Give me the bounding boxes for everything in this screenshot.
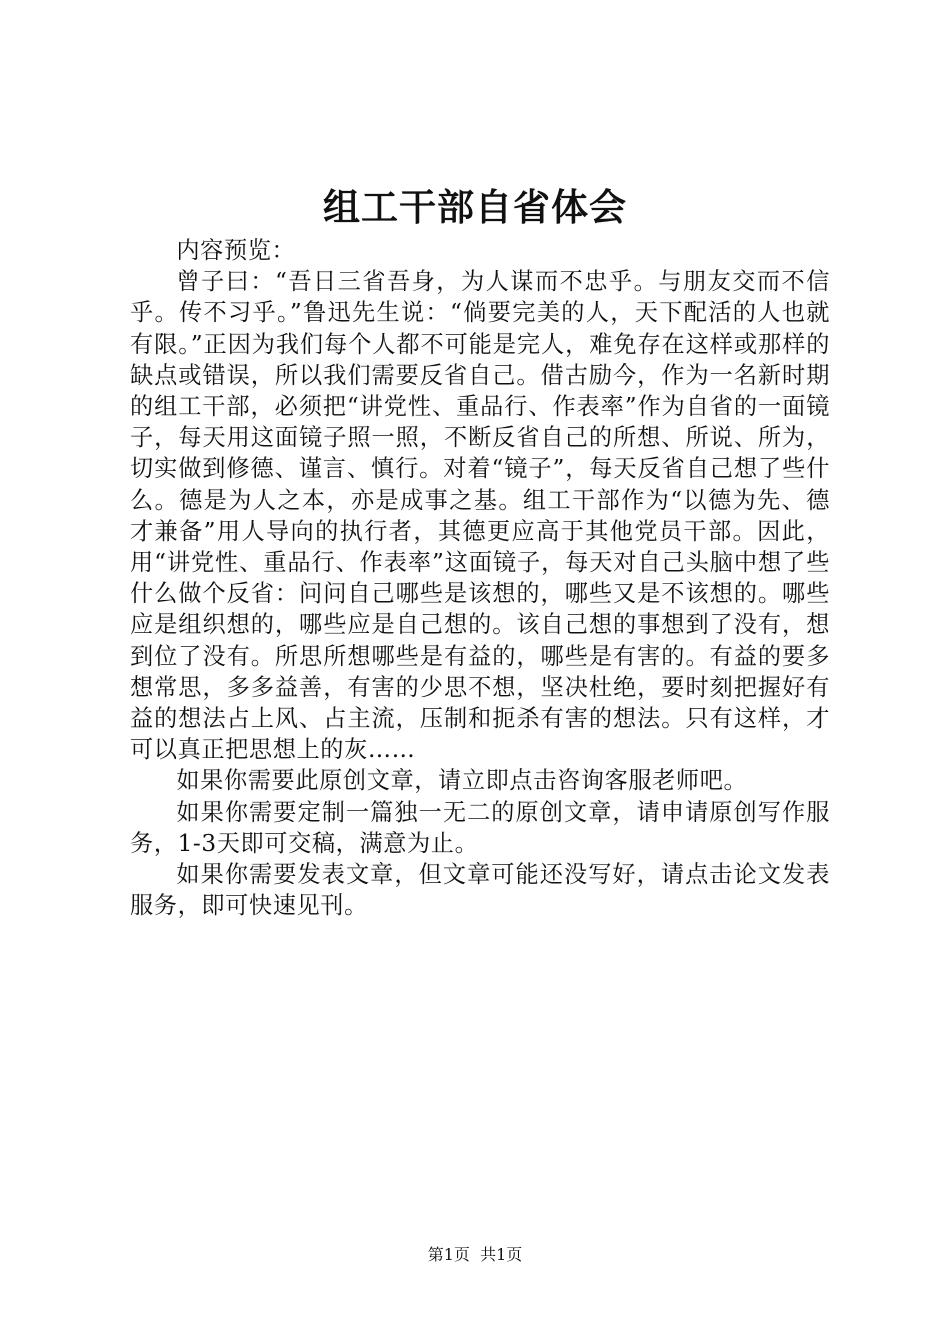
document-title: 组工干部自省体会 [323, 186, 627, 229]
custom-writing-paragraph: 如果你需要定制一篇独一无二的原创文章，请申请原创写作服务，1-3天即可交稿，满意为止。 [130, 798, 830, 857]
publish-paragraph: 如果你需要发表文章，但文章可能还没写好，请点击论文发表服务，即可快速见刊。 [130, 861, 830, 920]
page-footer: 第1页 共1页 [427, 1245, 523, 1264]
main-paragraph: 曾子曰：“吾日三省吾身，为人谋而不忠乎。与朋友交而不信乎。传不习乎。”鲁迅先生说：“倘要完美的人，天下配活的人也就有限。”正因为我们每个人都不可能是完人，难免存在这样或那样的缺点或错误，所以我们需要反省自己。借古励今，作为一名新时期的组工干部，必须把“讲党性、重品行、作表率”作为自省的一面镜子，每天用这面镜子照一照，不断反省自己的所想、所说、所为，切实做到修德、谨言、慎行。对着“镜子”，每天反省自己想了些什么。德是为人之本，亦是成事之基。组工干部作为“以德为先、德才兼备”用人导向的执行者，其德更应高于其他党员干部。因此，用“讲党性、重品行、作表率”这面镜子，每天对自己头脑中想了些什么做个反省：问问自己哪些是该想的，哪些又是不该想的。哪些应是组织想的，哪些应是自己想的。该自己想的事想到了没有，想到位了没有。所思所想哪些是有益的，哪些是有害的。有益的要多想常思，多多益善，有害的少思不想，坚决杜绝，要时刻把握好有益的想法占上风、占主流，压制和扼杀有害的想法。只有这样，才可以真正把思想上的灰…… [130, 268, 830, 764]
preview-label: 内容预览： [176, 237, 296, 264]
consult-paragraph: 如果你需要此原创文章，请立即点击咨询客服老师吧。 [176, 767, 748, 795]
document-body [130, 235, 830, 921]
